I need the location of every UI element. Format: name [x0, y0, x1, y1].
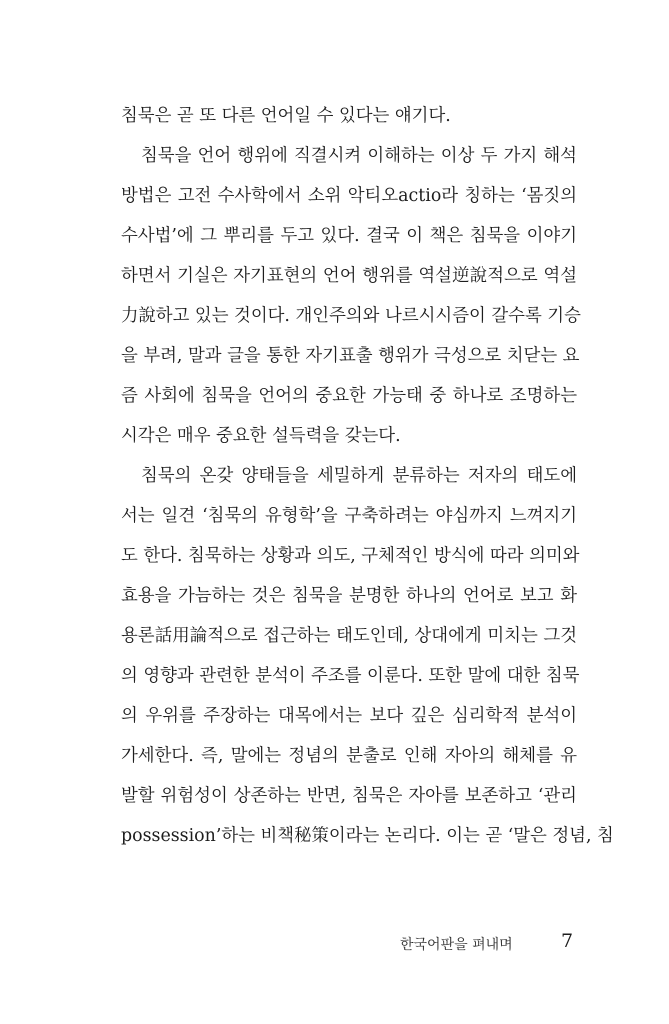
text-line: 즘 사회에 침묵을 언어의 중요한 가능태 중 하나로 조명하는: [121, 386, 577, 406]
text-line: 가세한다. 즉, 말에는 정념의 분출로 인해 자아의 해체를 유: [121, 746, 577, 766]
text-line: 발할 위험성이 상존하는 반면, 침묵은 자아를 보존하고 ‘관리: [121, 786, 577, 806]
text-line: 침묵을 언어 행위에 직결시켜 이해하는 이상 두 가지 해석: [141, 146, 577, 166]
text-line: 도 한다. 침묵하는 상황과 의도, 구체적인 방식에 따라 의미와: [121, 546, 580, 566]
text-line: 力說하고 있는 것이다. 개인주의와 나르시시즘이 갈수록 기승: [121, 306, 581, 326]
text-line: 수사법’에 그 뿌리를 두고 있다. 결국 이 책은 침묵을 이야기: [121, 226, 577, 246]
text-line: 침묵은 곧 또 다른 언어일 수 있다는 얘기다.: [121, 106, 451, 126]
text-line: 하면서 기실은 자기표현의 언어 행위를 역설逆說적으로 역설: [121, 266, 577, 286]
text-line: 의 영향과 관련한 분석이 주조를 이룬다. 또한 말에 대한 침묵: [121, 666, 580, 686]
page-number: 7: [561, 930, 574, 952]
text-line: 의 우위를 주장하는 대목에서는 보다 깊은 심리학적 분석이: [121, 706, 577, 726]
text-line: 시각은 매우 중요한 설득력을 갖는다.: [121, 426, 401, 446]
text-line: 서는 일견 ‘침묵의 유형학’을 구축하려는 야심까지 느껴지기: [121, 506, 577, 526]
text-line: 효용을 가늠하는 것은 침묵을 분명한 하나의 언어로 보고 화: [121, 586, 577, 606]
text-line: 방법은 고전 수사학에서 소위 악티오actio라 칭하는 ‘몸짓의: [121, 186, 577, 206]
text-line: 을 부려, 말과 글을 통한 자기표출 행위가 극성으로 치닫는 요: [121, 346, 580, 366]
text-line: 용론話用論적으로 접근하는 태도인데, 상대에게 미치는 그것: [121, 626, 577, 646]
text-line: possession’하는 비책秘策이라는 논리다. 이는 곧 ‘말은 정념, 침: [121, 826, 614, 846]
text-line: 침묵의 온갖 양태들을 세밀하게 분류하는 저자의 태도에: [141, 466, 577, 486]
running-title: 한국어판을 펴내며: [400, 937, 513, 953]
